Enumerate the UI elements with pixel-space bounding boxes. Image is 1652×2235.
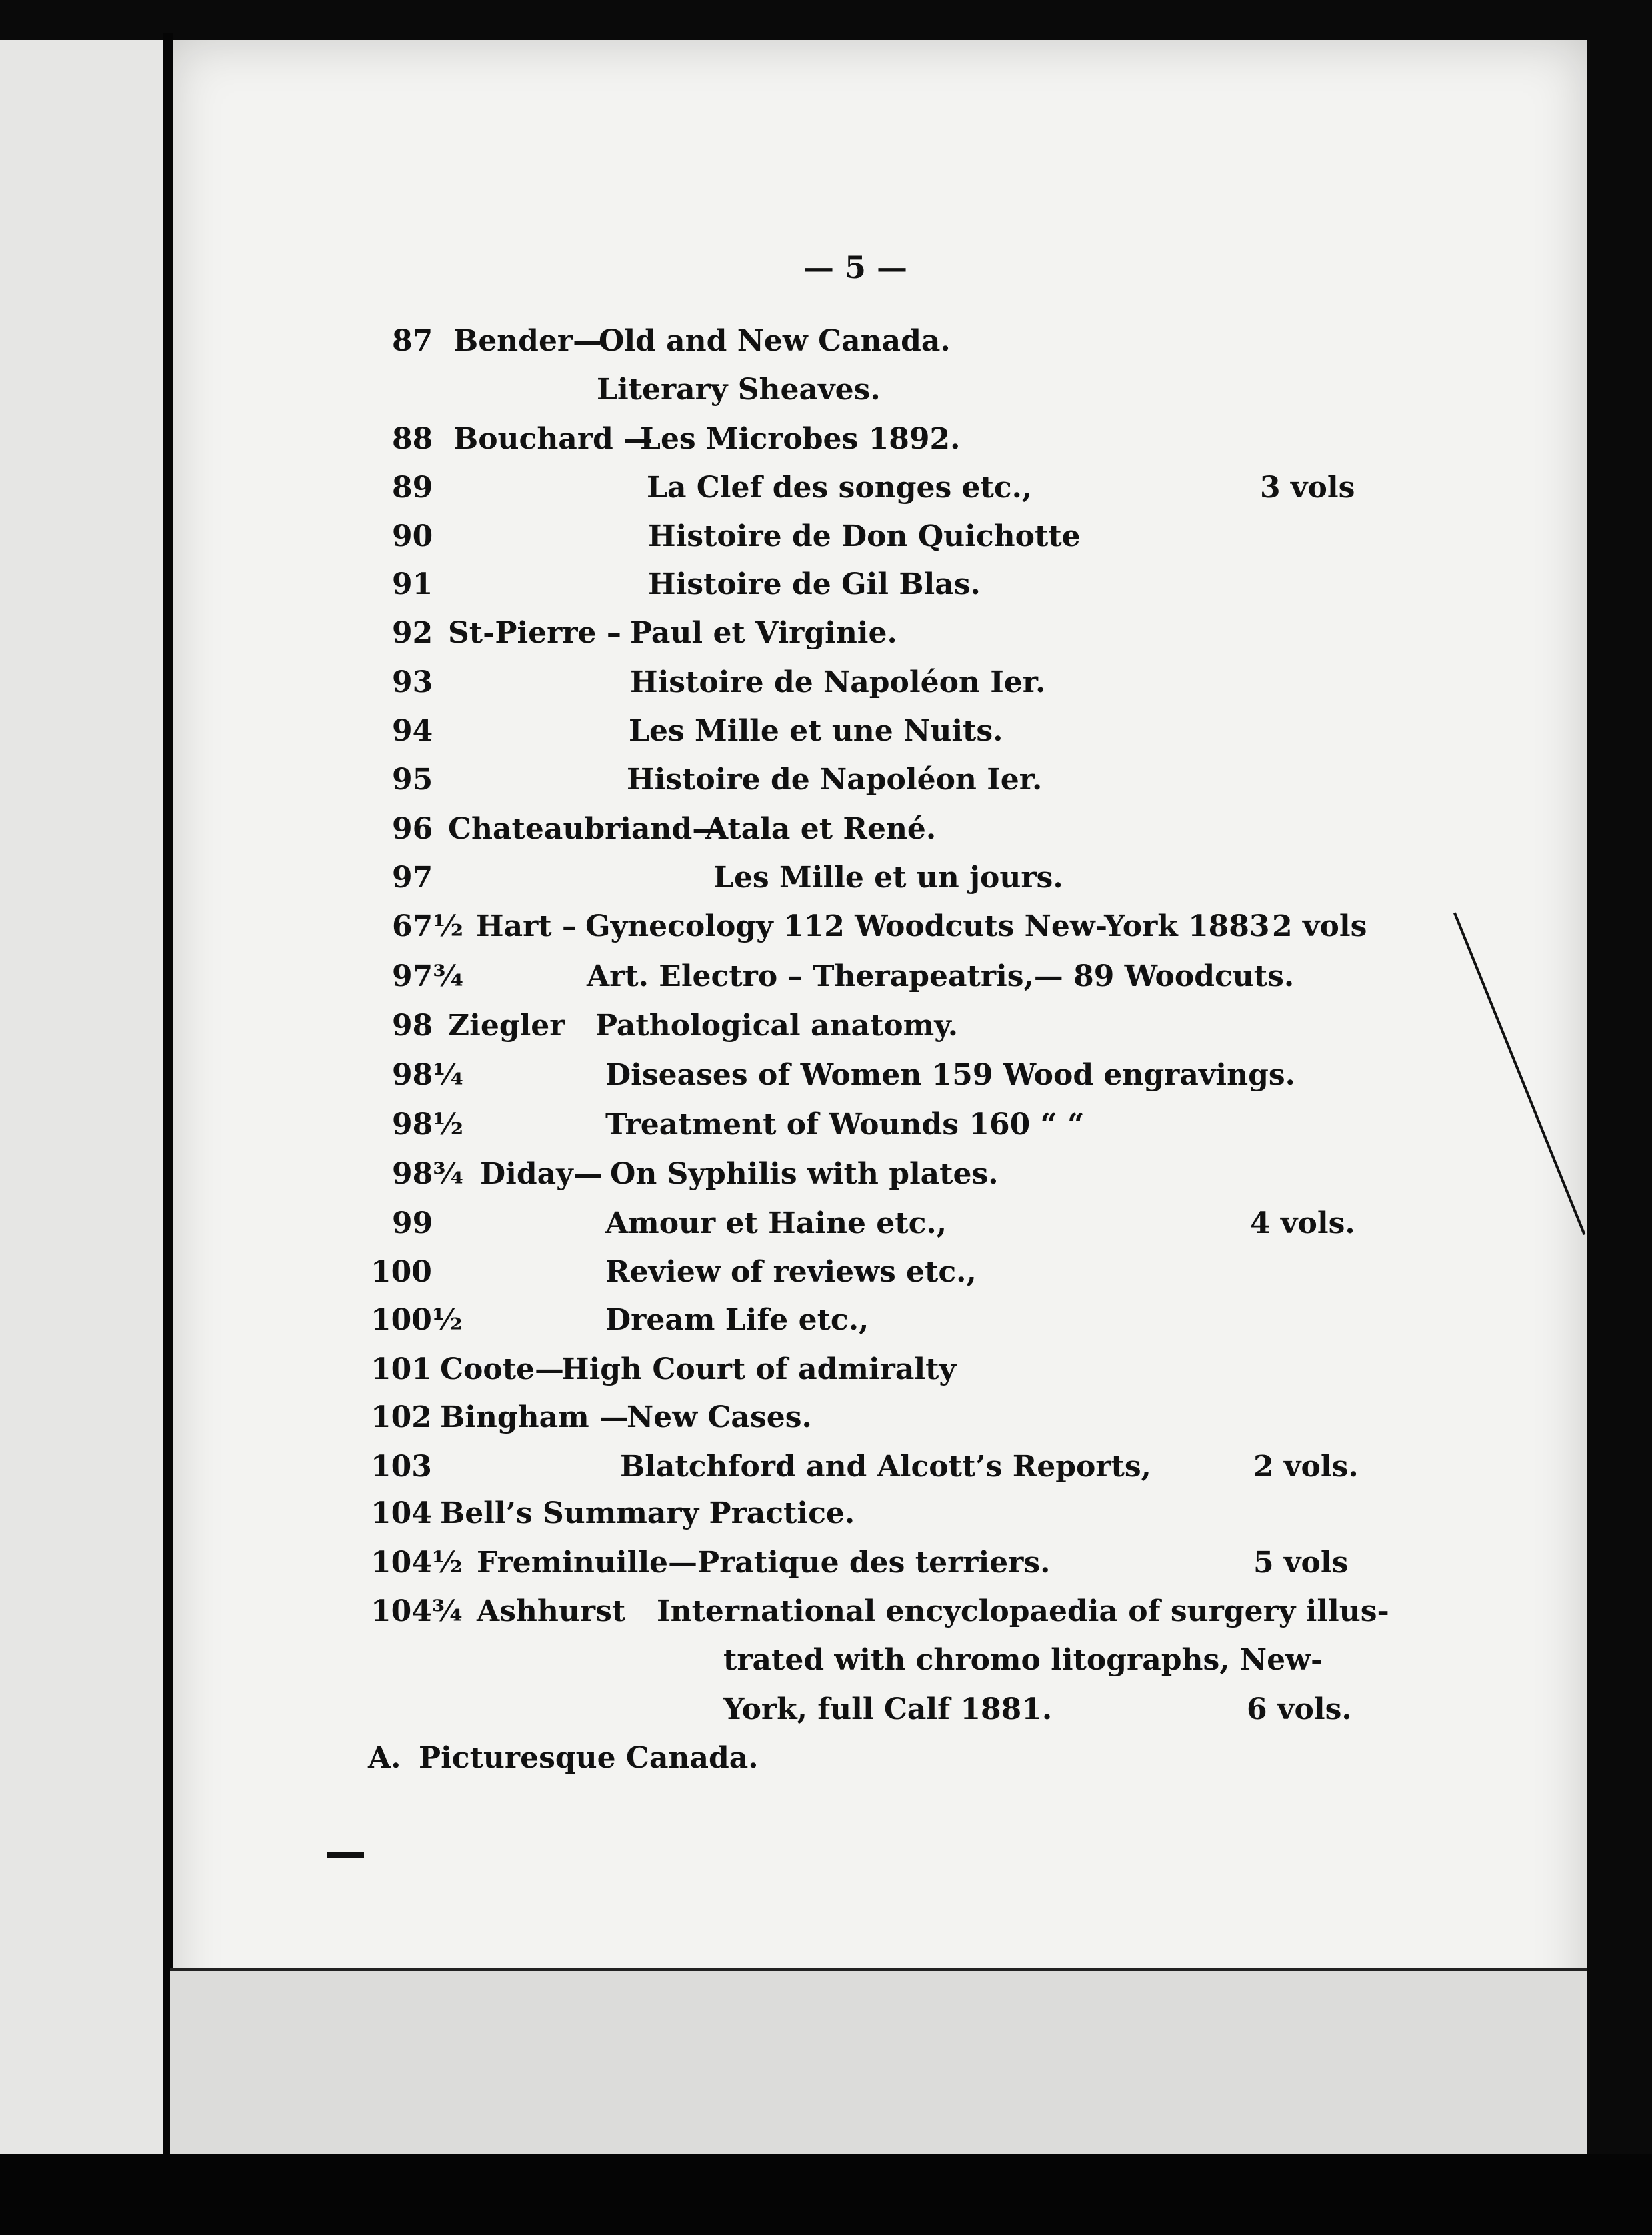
entry-title: International encyclopaedia of surgery illus- bbox=[657, 1594, 1389, 1628]
entry-author: Diday— bbox=[480, 1157, 603, 1191]
page-number: — 5 — bbox=[803, 249, 908, 285]
entry-title: High Court of admiralty bbox=[561, 1352, 956, 1386]
entry-title: Diseases of Women 159 Wood engravings. bbox=[605, 1058, 1295, 1092]
entry-title: Les Microbes 1892. bbox=[640, 422, 961, 456]
entry-title: On Syphilis with plates. bbox=[610, 1157, 999, 1191]
entry-number: 100½ bbox=[371, 1303, 463, 1337]
entry-title: La Clef des songes etc., bbox=[647, 471, 1033, 505]
entry-number: 91 bbox=[392, 567, 433, 601]
entry-number: 104 bbox=[371, 1496, 432, 1530]
horizontal-rule bbox=[170, 1968, 1587, 1971]
ink-dash-mark bbox=[327, 1852, 364, 1858]
entry-author: Hart – bbox=[476, 909, 577, 943]
entry-number: 95 bbox=[392, 763, 433, 797]
entry-author: Bingham — bbox=[440, 1400, 629, 1434]
entry-title: Old and New Canada. bbox=[599, 324, 951, 358]
entry-author: Chateaubriand— bbox=[448, 812, 722, 846]
entry-title: Literary Sheaves. bbox=[597, 373, 881, 407]
entry-number: 98 bbox=[392, 1009, 433, 1043]
entry-number: 98¼ bbox=[392, 1058, 464, 1092]
entry-number: 89 bbox=[392, 471, 433, 505]
entry-title: Review of reviews etc., bbox=[605, 1255, 977, 1289]
entry-title: Histoire de Don Quichotte bbox=[648, 519, 1081, 553]
entry-number: 93 bbox=[392, 665, 433, 699]
entry-title: Gynecology 112 Woodcuts New-York 1883 bbox=[585, 909, 1270, 943]
entry-volumes: 3 vols bbox=[1260, 471, 1355, 505]
entry-author: Ashhurst bbox=[477, 1594, 626, 1628]
entry-number: 103 bbox=[371, 1450, 432, 1484]
entry-number: 98½ bbox=[392, 1107, 464, 1142]
entry-volumes: 2 vols bbox=[1272, 909, 1367, 943]
entry-volumes: 5 vols bbox=[1253, 1546, 1349, 1580]
entry-title: Les Mille et un jours. bbox=[713, 861, 1063, 895]
entry-title: Paul et Virginie. bbox=[630, 616, 897, 650]
entry-author: Bouchard — bbox=[453, 422, 653, 456]
entry-title: Treatment of Wounds 160 “ “ bbox=[605, 1107, 1085, 1142]
entry-title: Art. Electro – Therapeatris,— 89 Woodcuts. bbox=[587, 959, 1295, 993]
entry-number: 94 bbox=[392, 714, 433, 748]
entry-number: 87 bbox=[392, 324, 433, 358]
entry-number: 101 bbox=[371, 1352, 432, 1386]
entry-number: 104¾ bbox=[371, 1594, 463, 1628]
entry-title: York, full Calf 1881. bbox=[723, 1692, 1053, 1726]
entry-number: 90 bbox=[392, 519, 433, 553]
entry-title: New Cases. bbox=[627, 1400, 812, 1434]
entry-title: trated with chromo litographs, New- bbox=[723, 1643, 1323, 1677]
entry-number: 100 bbox=[371, 1255, 432, 1289]
entry-number: 97¾ bbox=[392, 959, 464, 993]
binding-edge bbox=[163, 33, 173, 2167]
entry-title: Dream Life etc., bbox=[605, 1303, 869, 1337]
entry-title: Amour et Haine etc., bbox=[605, 1206, 947, 1240]
entry-title: Freminuille—Pratique des terriers. bbox=[477, 1546, 1051, 1580]
entry-volumes: 4 vols. bbox=[1250, 1206, 1355, 1240]
entry-number: 99 bbox=[392, 1206, 433, 1240]
entry-title: Les Mille et une Nuits. bbox=[629, 714, 1003, 748]
entry-author: St-Pierre – bbox=[448, 616, 621, 650]
entry-title: Blatchford and Alcott’s Reports, bbox=[620, 1450, 1151, 1484]
entry-number: 96 bbox=[392, 812, 433, 846]
entry-volumes: 6 vols. bbox=[1247, 1692, 1352, 1726]
entry-number: 67½ bbox=[392, 909, 464, 943]
left-margin-strip bbox=[0, 40, 163, 2154]
entry-number: 97 bbox=[392, 861, 433, 895]
entry-title: Bell’s Summary Practice. bbox=[440, 1496, 855, 1530]
entry-number: 88 bbox=[392, 422, 433, 456]
entry-number: 102 bbox=[371, 1400, 432, 1434]
entry-number: A. bbox=[368, 1741, 401, 1775]
entry-author: Bender— bbox=[453, 324, 603, 358]
entry-title: Pathological anatomy. bbox=[595, 1009, 959, 1043]
entry-author: Ziegler bbox=[448, 1009, 565, 1043]
entry-number: 98¾ bbox=[392, 1157, 464, 1191]
lower-margin bbox=[170, 1971, 1587, 2154]
bottom-shadow-band bbox=[0, 2154, 1652, 2235]
entry-number: 92 bbox=[392, 616, 433, 650]
entry-title: Histoire de Napoléon Ier. bbox=[627, 763, 1043, 797]
entry-title: Atala et René. bbox=[705, 812, 937, 846]
entry-author: Coote— bbox=[440, 1352, 565, 1386]
entry-number: 104½ bbox=[371, 1546, 463, 1580]
entry-volumes: 2 vols. bbox=[1253, 1450, 1359, 1484]
entry-title: Histoire de Gil Blas. bbox=[648, 567, 981, 601]
entry-title: Picturesque Canada. bbox=[419, 1741, 759, 1775]
entry-title: Histoire de Napoléon Ier. bbox=[630, 665, 1046, 699]
